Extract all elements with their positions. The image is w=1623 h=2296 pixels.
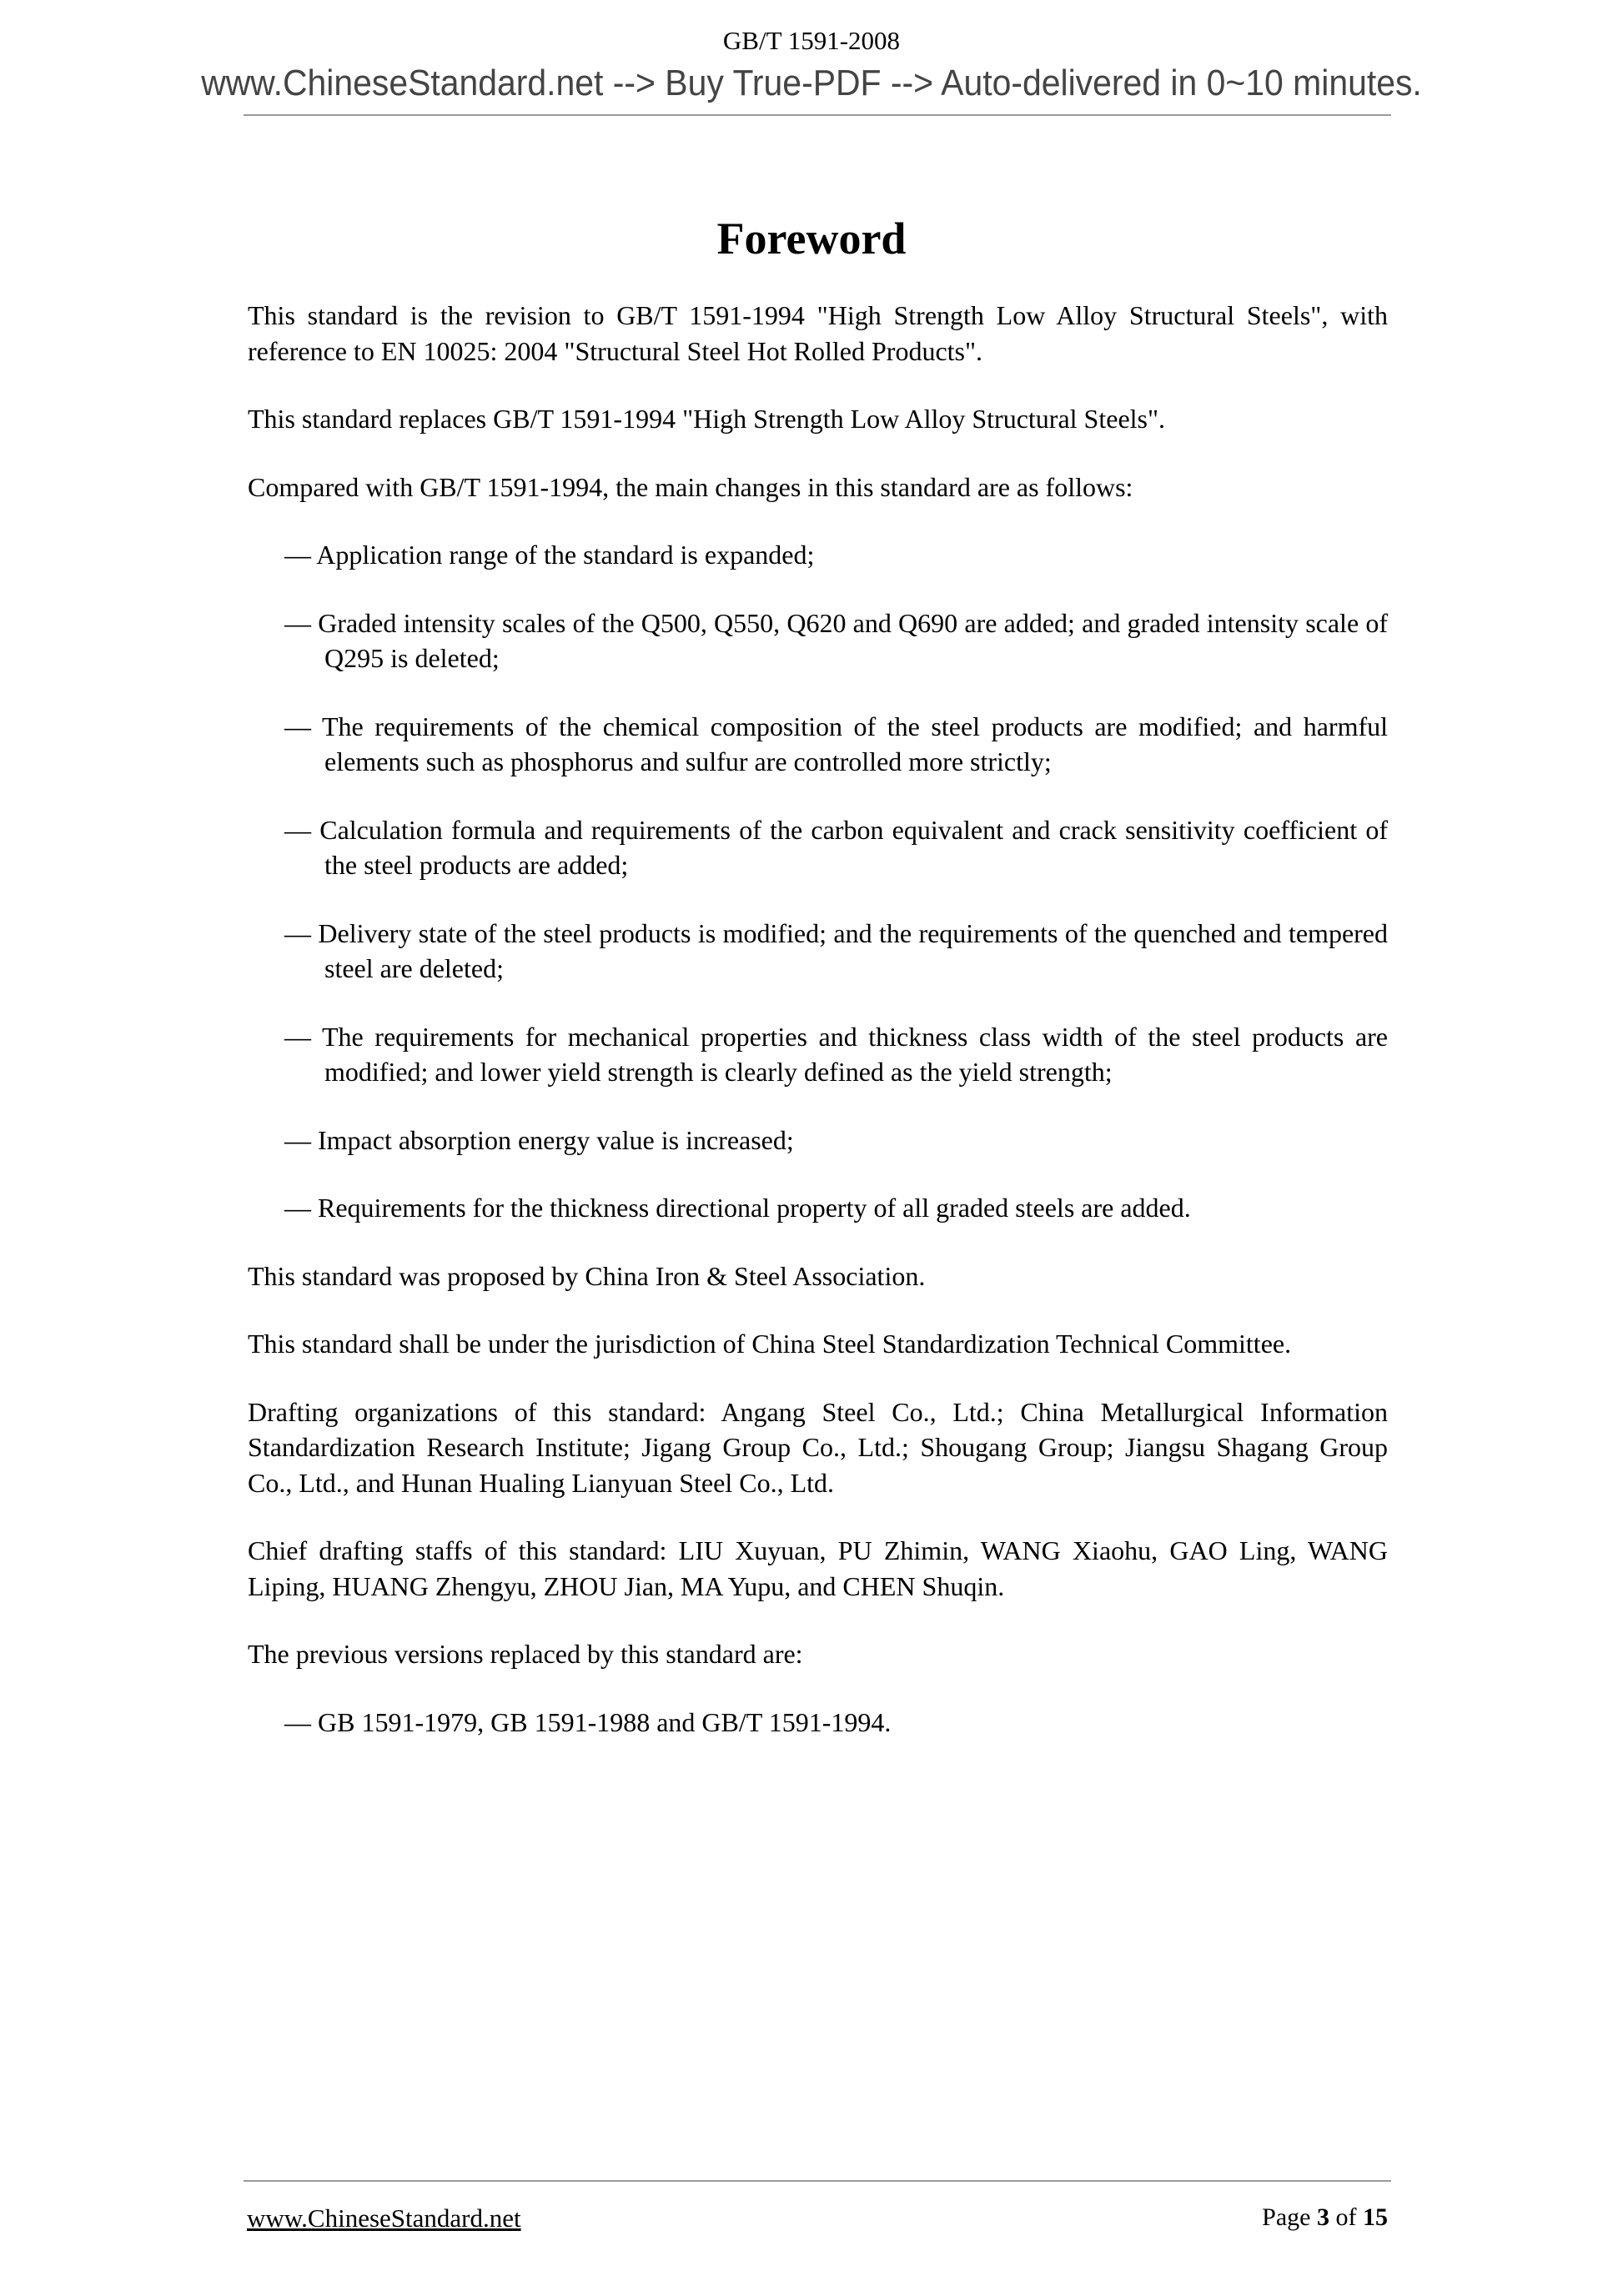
- promo-banner: www.ChineseStandard.net --> Buy True-PDF --> Auto-delivered in 0~10 minutes.: [201, 63, 1422, 103]
- paragraph: This standard shall be under the jurisdiction of China Steel Standardization Technical Committee.: [248, 1329, 1292, 1359]
- list-item: — Graded intensity scales of the Q500, Q550, Q620 and Q690 are added; and graded intensity scale of Q295 is deleted;: [284, 607, 1388, 673]
- paragraph: This standard is the revision to GB/T 1591-1994 "High Strength Low Alloy Structural Steels", with reference to EN 10025: 2004 "Structural Steel Hot Rolled Products".: [248, 300, 1388, 366]
- paragraph: This standard replaces GB/T 1591-1994 "High Strength Low Alloy Structural Steels".: [248, 404, 1166, 434]
- header-divider: [244, 114, 1391, 116]
- page-title: Foreword: [716, 214, 907, 264]
- list-item: — GB 1591-1979, GB 1591-1988 and GB/T 1591-1994.: [284, 1706, 892, 1737]
- standard-number: GB/T 1591-2008: [722, 26, 901, 55]
- foreword-body: [248, 298, 1388, 1772]
- list-item: — The requirements of the chemical composition of the steel products are modified; and harmful elements such as phosphorus and sulfur are controlled more strictly;: [284, 711, 1388, 776]
- page-total: 15: [1363, 2203, 1388, 2231]
- footer-website-link[interactable]: www.ChineseStandard.net: [247, 2203, 521, 2233]
- page-prefix: Page: [1262, 2203, 1311, 2231]
- list-item: — Application range of the standard is expanded;: [284, 540, 815, 570]
- paragraph: This standard was proposed by China Iron & Steel Association.: [248, 1260, 926, 1291]
- list-item: — Impact absorption energy value is increased;: [284, 1124, 794, 1155]
- paragraph: Chief drafting staffs of this standard: LIU Xuyuan, PU Zhimin, WANG Xiaohu, GAO Ling, WANG Liping, HUANG Zhengyu, ZHOU Jian, MA Yupu, and CHEN Shuqin.: [248, 1535, 1388, 1601]
- page-current: 3: [1317, 2203, 1329, 2231]
- footer-divider: [244, 2180, 1391, 2182]
- paragraph: Drafting organizations of this standard: Angang Steel Co., Ltd.; China Metallurgical Information Standardization Research Institute; Jigang Group Co., Ltd.; Shougang Group; Jiangsu Shagang Group Co., Ltd., and Hunan Hualing Lianyuan Steel Co., Ltd.: [248, 1396, 1388, 1498]
- paragraph: Compared with GB/T 1591-1994, the main changes in this standard are as follows:: [248, 471, 1133, 502]
- page-of: of: [1335, 2203, 1357, 2231]
- list-item: — Delivery state of the steel products is modified; and the requirements of the quenched and tempered steel are deleted;: [284, 917, 1388, 983]
- list-item: — Calculation formula and requirements of the carbon equivalent and crack sensitivity coefficient of the steel products are added;: [284, 814, 1388, 880]
- list-item: — The requirements for mechanical properties and thickness class width of the steel products are modified; and lower yield strength is clearly defined as the yield strength;: [284, 1021, 1388, 1087]
- paragraph: The previous versions replaced by this standard are:: [248, 1639, 803, 1669]
- page-number: [1262, 2203, 1388, 2232]
- list-item: — Requirements for the thickness directional property of all graded steels are added.: [284, 1193, 1191, 1223]
